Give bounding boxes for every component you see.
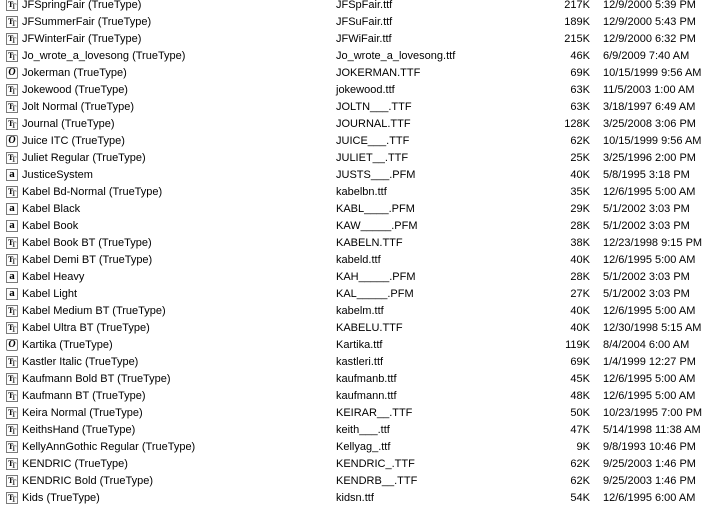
modified-date: 10/15/1999 9:56 AM [603, 67, 702, 79]
font-file-row[interactable] [0, 116, 712, 133]
type1-font-icon [6, 220, 18, 232]
truetype-font-icon [6, 0, 18, 11]
modified-date: 12/6/1995 5:00 AM [603, 254, 696, 266]
type1-font-icon [6, 203, 18, 215]
modified-date: 1/4/1999 12:27 PM [603, 356, 696, 368]
font-name: Juliet Regular (TrueType) [22, 152, 146, 164]
file-size: 62K [570, 135, 590, 147]
file-size: 50K [570, 407, 590, 419]
file-name: kabeld.ttf [336, 254, 381, 266]
modified-date: 6/9/2009 7:40 AM [603, 50, 690, 62]
font-file-row[interactable] [0, 473, 712, 490]
file-name: Kartika.ttf [336, 339, 383, 351]
font-name: JFWinterFair (TrueType) [22, 33, 142, 45]
file-name: JOLTN___.TTF [336, 101, 412, 113]
font-name: KENDRIC Bold (TrueType) [22, 475, 154, 487]
font-name: Journal (TrueType) [22, 118, 115, 130]
truetype-font-icon [6, 33, 18, 45]
modified-date: 5/8/1995 3:18 PM [603, 169, 690, 181]
file-size: 69K [570, 356, 590, 368]
file-name: KABL____.PFM [336, 203, 415, 215]
file-size: 40K [570, 305, 590, 317]
type1-font-icon [6, 288, 18, 300]
file-name: Jo_wrote_a_lovesong.ttf [336, 50, 456, 62]
file-size: 69K [570, 67, 590, 79]
modified-date: 12/9/2000 6:32 PM [603, 33, 696, 45]
file-size: 9K [576, 441, 590, 453]
font-name: Kabel Heavy [22, 271, 85, 283]
file-name: JUSTS___.PFM [336, 169, 416, 181]
font-file-row[interactable] [0, 405, 712, 422]
truetype-font-icon [6, 101, 18, 113]
truetype-font-icon [6, 492, 18, 504]
file-size: 63K [570, 84, 590, 96]
modified-date: 12/30/1998 5:15 AM [603, 322, 702, 334]
file-name: kidsn.ttf [336, 492, 374, 504]
font-name: Kastler Italic (TrueType) [22, 356, 139, 368]
truetype-font-icon [6, 84, 18, 96]
font-name: Kids (TrueType) [22, 492, 100, 504]
font-file-row[interactable] [0, 133, 712, 150]
file-name: KENDRB__.TTF [336, 475, 418, 487]
file-size: 35K [570, 186, 590, 198]
file-size: 62K [570, 475, 590, 487]
font-name: Kabel Light [22, 288, 78, 300]
font-file-row[interactable] [0, 99, 712, 116]
file-size: 28K [570, 271, 590, 283]
file-name: KABELU.TTF [336, 322, 403, 334]
file-size: 48K [570, 390, 590, 402]
font-name: Kabel Book [22, 220, 79, 232]
file-name: kabelbn.ttf [336, 186, 387, 198]
file-size: 189K [564, 16, 590, 28]
modified-date: 3/18/1997 6:49 AM [603, 101, 696, 113]
font-name: Kabel Bd-Normal (TrueType) [22, 186, 163, 198]
file-size: 28K [570, 220, 590, 232]
font-name: KENDRIC (TrueType) [22, 458, 128, 470]
file-name: JOURNAL.TTF [336, 118, 411, 130]
file-name: JFSpFair.ttf [336, 0, 393, 11]
file-name: kastleri.ttf [336, 356, 384, 368]
file-name: KENDRIC_.TTF [336, 458, 415, 470]
file-name: KAH_____.PFM [336, 271, 416, 283]
file-name: KAL_____.PFM [336, 288, 414, 300]
font-file-row[interactable] [0, 269, 712, 286]
font-name: Jolt Normal (TrueType) [22, 101, 135, 113]
modified-date: 10/23/1995 7:00 PM [603, 407, 703, 419]
type1-font-icon [6, 271, 18, 283]
modified-date: 5/14/1998 11:38 AM [603, 424, 701, 436]
opentype-font-icon [6, 339, 18, 351]
file-size: 63K [570, 101, 590, 113]
font-name: Kaufmann BT (TrueType) [22, 390, 146, 402]
font-name: Jokerman (TrueType) [22, 67, 127, 79]
font-file-row[interactable] [0, 252, 712, 269]
file-size: 38K [570, 237, 590, 249]
font-file-row[interactable] [0, 388, 712, 405]
file-size: 215K [564, 33, 590, 45]
truetype-font-icon [6, 16, 18, 28]
file-size: 29K [570, 203, 590, 215]
modified-date: 5/1/2002 3:03 PM [603, 271, 690, 283]
font-file-row[interactable] [0, 201, 712, 218]
opentype-font-icon [6, 135, 18, 147]
font-file-row[interactable] [0, 286, 712, 303]
modified-date: 9/8/1993 10:46 PM [603, 441, 696, 453]
truetype-font-icon [6, 475, 18, 487]
truetype-font-icon [6, 407, 18, 419]
file-name: JUICE___.TTF [336, 135, 410, 147]
font-name: Jo_wrote_a_lovesong (TrueType) [22, 50, 186, 62]
modified-date: 5/1/2002 3:03 PM [603, 220, 690, 232]
truetype-font-icon [6, 424, 18, 436]
font-file-row[interactable] [0, 167, 712, 184]
truetype-font-icon [6, 118, 18, 130]
font-file-row[interactable] [0, 303, 712, 320]
file-size: 128K [564, 118, 590, 130]
file-size: 40K [570, 322, 590, 334]
truetype-font-icon [6, 390, 18, 402]
file-name: JFWiFair.ttf [336, 33, 392, 45]
font-name: KellyAnnGothic Regular (TrueType) [22, 441, 196, 453]
font-name: Keira Normal (TrueType) [22, 407, 143, 419]
file-size: 62K [570, 458, 590, 470]
file-size: 40K [570, 254, 590, 266]
font-file-row[interactable] [0, 218, 712, 235]
file-name: kabelm.ttf [336, 305, 384, 317]
file-name: kaufmanb.ttf [336, 373, 397, 385]
file-size: 40K [570, 169, 590, 181]
file-size: 27K [570, 288, 590, 300]
file-size: 46K [570, 50, 590, 62]
font-file-row[interactable] [0, 48, 712, 65]
font-name: JusticeSystem [22, 169, 93, 181]
modified-date: 3/25/2008 3:06 PM [603, 118, 696, 130]
file-name: KEIRAR__.TTF [336, 407, 413, 419]
font-name: Kaufmann Bold BT (TrueType) [22, 373, 171, 385]
file-name: JFSuFair.ttf [336, 16, 393, 28]
font-file-row[interactable] [0, 14, 712, 31]
file-size: 54K [570, 492, 590, 504]
file-name: JOKERMAN.TTF [336, 67, 421, 79]
modified-date: 5/1/2002 3:03 PM [603, 203, 690, 215]
font-file-row[interactable] [0, 422, 712, 439]
font-file-row[interactable] [0, 439, 712, 456]
modified-date: 12/6/1995 5:00 AM [603, 305, 696, 317]
modified-date: 9/25/2003 1:46 PM [603, 475, 696, 487]
modified-date: 3/25/1996 2:00 PM [603, 152, 696, 164]
modified-date: 12/9/2000 5:43 PM [603, 16, 696, 28]
file-size: 217K [564, 0, 590, 11]
font-file-row[interactable] [0, 337, 712, 354]
file-size: 25K [570, 152, 590, 164]
font-file-row[interactable] [0, 354, 712, 371]
modified-date: 12/9/2000 5:39 PM [603, 0, 696, 11]
font-file-row[interactable] [0, 0, 712, 14]
truetype-font-icon [6, 152, 18, 164]
file-size: 45K [570, 373, 590, 385]
font-name: KeithsHand (TrueType) [22, 424, 136, 436]
truetype-font-icon [6, 322, 18, 334]
truetype-font-icon [6, 305, 18, 317]
truetype-font-icon [6, 356, 18, 368]
file-name: keith___.ttf [336, 424, 390, 436]
modified-date: 8/4/2004 6:00 AM [603, 339, 690, 351]
file-name: KAW_____.PFM [336, 220, 418, 232]
font-file-row[interactable] [0, 65, 712, 82]
file-name: jokewood.ttf [336, 84, 395, 96]
modified-date: 12/6/1995 6:00 AM [603, 492, 696, 504]
font-file-row[interactable] [0, 184, 712, 201]
font-file-row[interactable] [0, 456, 712, 473]
opentype-font-icon [6, 67, 18, 79]
file-name: Kellyag_.ttf [336, 441, 391, 453]
truetype-font-icon [6, 441, 18, 453]
font-name: Kartika (TrueType) [22, 339, 113, 351]
font-name: Juice ITC (TrueType) [22, 135, 125, 147]
font-name: Kabel Demi BT (TrueType) [22, 254, 153, 266]
font-name: Kabel Book BT (TrueType) [22, 237, 152, 249]
font-file-row[interactable] [0, 82, 712, 99]
file-size: 47K [570, 424, 590, 436]
truetype-font-icon [6, 373, 18, 385]
modified-date: 12/6/1995 5:00 AM [603, 373, 696, 385]
font-name: Jokewood (TrueType) [22, 84, 128, 96]
font-file-row[interactable] [0, 371, 712, 388]
truetype-font-icon [6, 458, 18, 470]
file-name: KABELN.TTF [336, 237, 403, 249]
modified-date: 9/25/2003 1:46 PM [603, 458, 696, 470]
font-file-row[interactable] [0, 320, 712, 337]
modified-date: 12/23/1998 9:15 PM [603, 237, 703, 249]
font-name: Kabel Ultra BT (TrueType) [22, 322, 150, 334]
font-name: JFSummerFair (TrueType) [22, 16, 152, 28]
file-name: JULIET__.TTF [336, 152, 409, 164]
modified-date: 10/15/1999 9:56 AM [603, 135, 702, 147]
font-file-row[interactable] [0, 31, 712, 48]
modified-date: 5/1/2002 3:03 PM [603, 288, 690, 300]
font-name: Kabel Black [22, 203, 81, 215]
file-size: 119K [565, 339, 590, 351]
truetype-font-icon [6, 237, 18, 249]
modified-date: 11/5/2003 1:00 AM [603, 84, 695, 96]
truetype-font-icon [6, 50, 18, 62]
font-file-row[interactable] [0, 235, 712, 252]
font-name: Kabel Medium BT (TrueType) [22, 305, 166, 317]
truetype-font-icon [6, 186, 18, 198]
truetype-font-icon [6, 254, 18, 266]
modified-date: 12/6/1995 5:00 AM [603, 186, 696, 198]
file-name: kaufmann.ttf [336, 390, 397, 402]
font-file-row[interactable] [0, 150, 712, 167]
type1-font-icon [6, 169, 18, 181]
modified-date: 12/6/1995 5:00 AM [603, 390, 696, 402]
font-name: JFSpringFair (TrueType) [22, 0, 142, 11]
